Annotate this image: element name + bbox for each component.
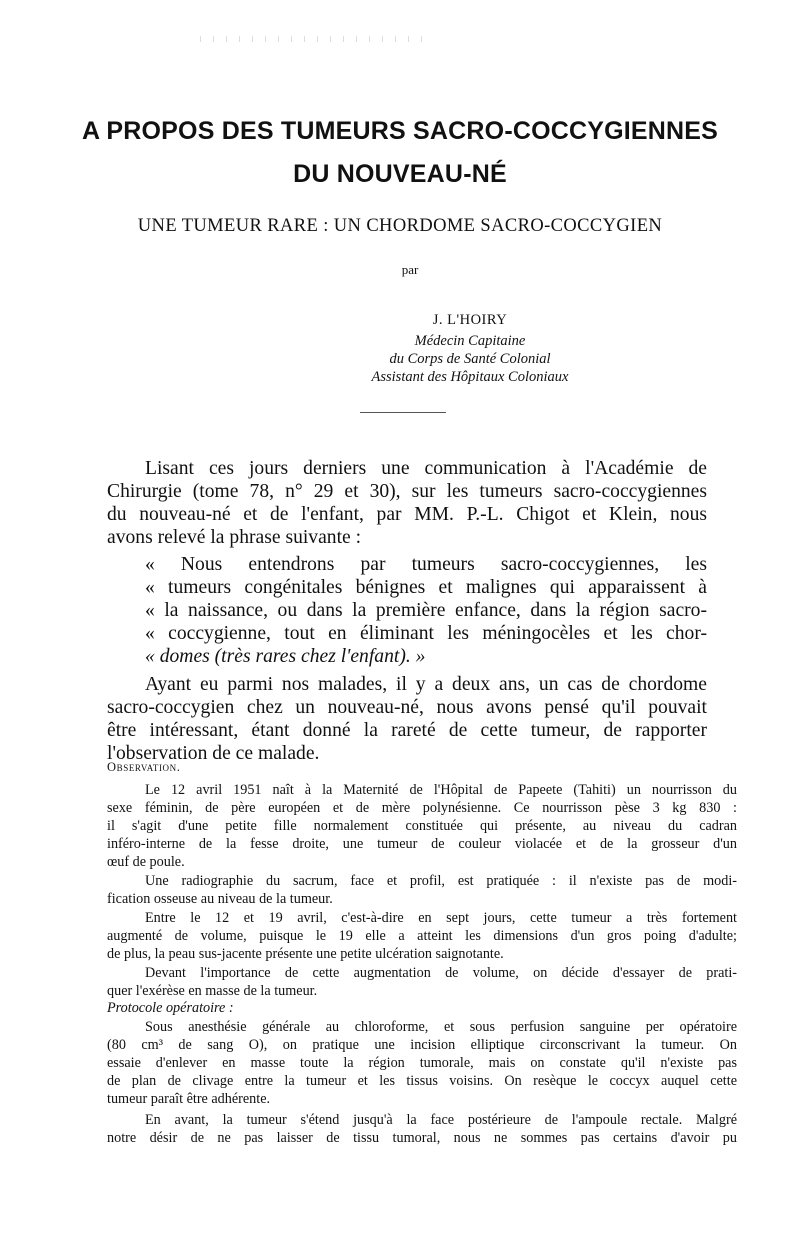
para2-line: être intéressant, étant donné la rareté de cette tumeur, de rapporter: [107, 720, 707, 741]
obs-line: de plan de clivage entre la tumeur et les tissus voisins. On resèque le coccyx auquel cette: [107, 1073, 737, 1089]
para2-line: Ayant eu parmi nos malades, il y a deux ans, un cas de chordome: [145, 674, 707, 695]
scan-speckle: [200, 36, 430, 42]
obs-line: En avant, la tumeur s'étend jusqu'à la face postérieure de l'ampoule rectale. Malgré: [145, 1112, 737, 1128]
obs-line: œuf de poule.: [107, 854, 185, 870]
quote-line: « coccygienne, tout en éliminant les méningocèles et les chor-: [145, 623, 707, 644]
author-rank: Médecin Capitaine: [414, 333, 526, 349]
article-title-line-2: DU NOUVEAU-NÉ: [293, 160, 507, 188]
article-subtitle: UNE TUMEUR RARE : UN CHORDOME SACRO-COCCYGIEN: [137, 216, 663, 236]
obs-line: tumeur paraît être adhérente.: [107, 1091, 271, 1107]
obs-line: Devant l'importance de cette augmentation de volume, on décide d'essayer de prati-: [145, 965, 737, 981]
obs-line: augmenté de volume, puisque le 19 elle a atteint les dimensions d'un gros poing d'adulte;: [107, 928, 737, 944]
author-corps: du Corps de Santé Colonial: [389, 351, 551, 367]
obs-line: Une radiographie du sacrum, face et profil, est pratiquée : il n'existe pas de modi-: [145, 873, 737, 889]
quote-line: « la naissance, ou dans la première enfance, dans la région sacro-: [145, 600, 707, 621]
obs-line: quer l'exérèse en masse de la tumeur.: [107, 983, 318, 999]
obs-line: de plus, la peau sus-jacente présente une petite ulcération saignotante.: [107, 946, 504, 962]
para2-line: sacro-coccygien chez un nouveau-né, nous avons pensé qu'il pouvait: [107, 697, 707, 718]
author-name: J. L'HOIRY: [432, 312, 508, 328]
obs-line: notre désir de ne pas laisser de tissu tumoral, nous ne sommes pas certains d'avoir pu: [107, 1130, 737, 1146]
protocol-heading: Protocole opératoire :: [107, 1000, 234, 1016]
intro-line: Lisant ces jours derniers une communication à l'Académie de: [145, 458, 707, 479]
obs-line: fication osseuse au niveau de la tumeur.: [107, 891, 333, 907]
intro-line: avons relevé la phrase suivante :: [107, 527, 362, 548]
intro-line: Chirurgie (tome 78, n° 29 et 30), sur les tumeurs sacro-coccygiennes: [107, 481, 707, 502]
quote-line: « domes (très rares chez l'enfant). »: [145, 646, 426, 667]
author-position: Assistant des Hôpitaux Coloniaux: [371, 369, 569, 385]
obs-line: il s'agit d'une petite fille normalement constituée qui présente, au niveau du cadran: [107, 818, 737, 834]
obs-line: essaie d'enlever en masse toute la région tumorale, mais on constate qu'il n'existe pas: [107, 1055, 737, 1071]
intro-line: du nouveau-né et de l'enfant, par MM. P.-L. Chigot et Klein, nous: [107, 504, 707, 525]
obs-line: Entre le 12 et 19 avril, c'est-à-dire en sept jours, cette tumeur a très fortement: [145, 910, 737, 926]
obs-line: inféro-interne de la fesse droite, une tumeur de couleur violacée et de la grosseur d'un: [107, 836, 737, 852]
obs-line: Sous anesthésie générale au chloroforme, et sous perfusion sanguine per opératoire: [145, 1019, 737, 1035]
para2-line: l'observation de ce malade.: [107, 743, 320, 764]
article-title-line-1: A PROPOS DES TUMEURS SACRO-COCCYGIENNES: [81, 117, 719, 145]
separator-rule: [360, 412, 446, 413]
quote-line: « Nous entendrons par tumeurs sacro-coccygiennes, les: [145, 554, 707, 575]
obs-line: Le 12 avril 1951 naît à la Maternité de l'Hôpital de Papeete (Tahiti) un nourrisson du: [145, 782, 737, 798]
quote-line: « tumeurs congénitales bénignes et malignes qui apparaissent à: [145, 577, 707, 598]
section-heading-observation: Observation.: [107, 760, 181, 774]
par-label: par: [401, 262, 419, 277]
obs-line: (80 cm³ de sang O), on pratique une incision elliptique circonscrivant la tumeur. On: [107, 1037, 737, 1053]
obs-line: sexe féminin, de père européen et de mère polynésienne. Ce nourrisson pèse 3 kg 830 :: [107, 800, 737, 816]
